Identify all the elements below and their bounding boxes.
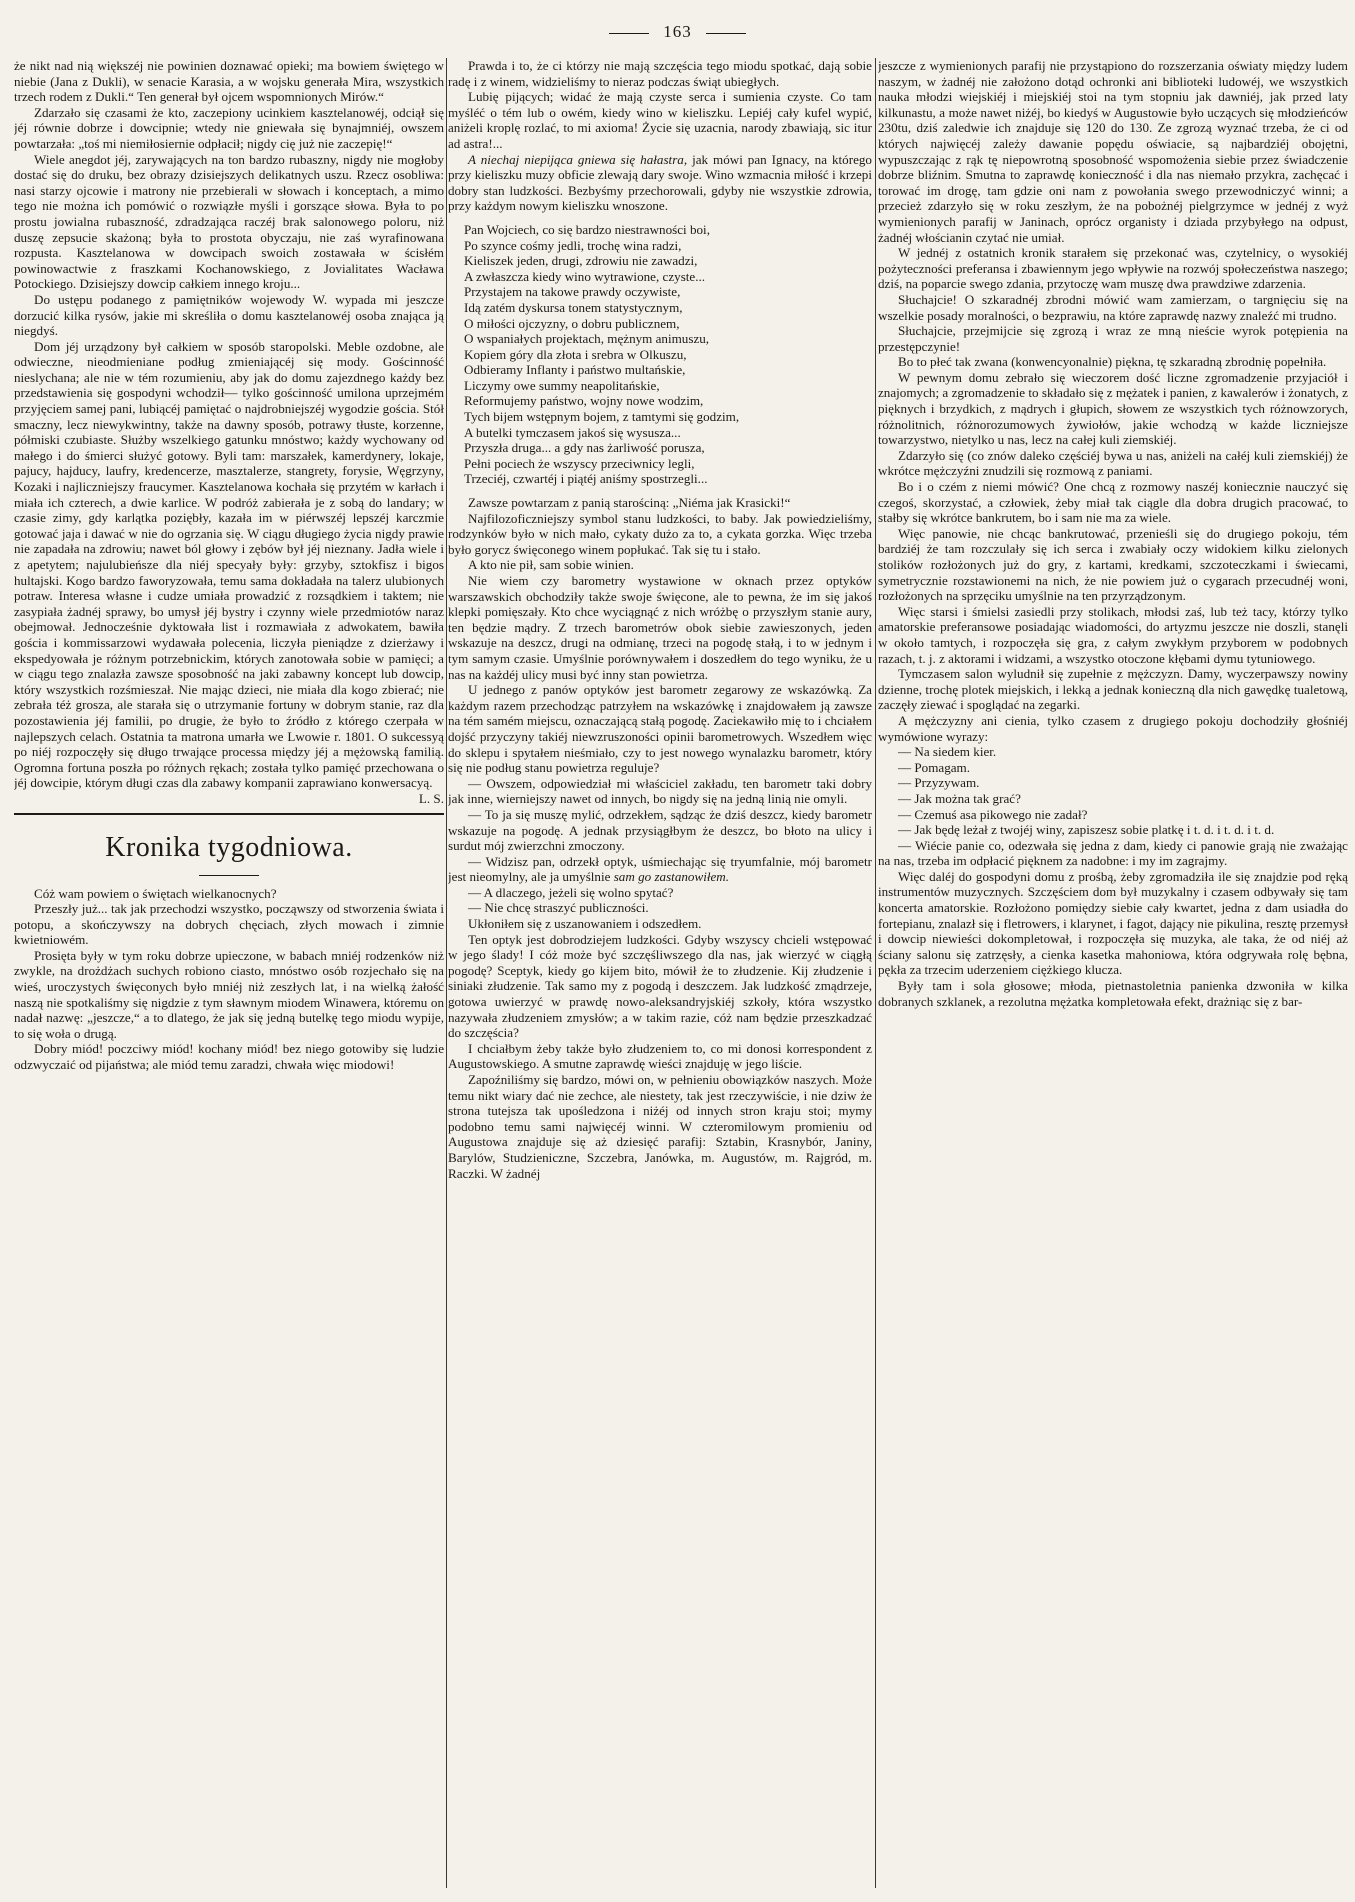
section-title: Kronika tygodniowa.	[105, 831, 353, 863]
paragraph: I chciałbym żeby także było złudzeniem to, co mi donosi korrespondent z Augustowskiego. A smutne zaprawdę wieści znajduję w jego liście.	[448, 1040, 872, 1072]
paragraph	[448, 854, 872, 885]
verse-line: Pan Wojciech, co się bardzo niestrawności boi,	[464, 221, 710, 237]
page-number: 163	[0, 22, 1355, 42]
paragraph-text: jak mówi pan Ignacy, na którego przy kieliszku muzy obficie zlewają dary swoje. Wino wzmacnia miłość i krzepi dobry stan ludzkości. Bezbyśmy przechorowali, gdyby nie wszystkie zdrowia, przy każdym nowym kieliszku wnoszone.	[448, 151, 872, 214]
paragraph: Zdarzyło się (co znów daleko częściéj bywa u nas, aniżeli na całéj kuli ziemskiéj) że wkrótce mężczyźni znudzili się rozmową z paniami.	[878, 447, 1348, 479]
paragraph: Zdarzało się czasami że kto, zaczepiony ucinkiem kasztelanowéj, odciął się jéj równie dobrze i dowcipnie; wtedy nie gniewała się bynajmniéj, owszem powtarzała: „toś mi niemiłosiernie odpłacił; nigdy cię już nie zaczepię!“	[14, 104, 444, 151]
italic-quote: A niechaj niepijąca gniewa się hałastra,	[468, 151, 688, 167]
verse-line: Przystajem na takowe prawdy oczywiste,	[464, 284, 681, 300]
paragraph: U jednego z panów optyków jest barometr zegarowy ze wskazówką. Za każdym razem przechodząc patrzyłem na wskazówkę i znajdowałem ją zawsze na tém samém miejscu, oznaczającą stałą pogodę. Zaciekawiło mię to i chciałem dojść przyczyny takiéj niewzruszoności opinii barometrowych. Wszedłem więc do sklepu i spytałem nieśmiało, czy to jest nowego wynalazku barometr, który się nie podług stanu powietrza reguluje?	[448, 682, 872, 776]
paragraph	[448, 152, 872, 214]
column-middle	[448, 58, 872, 1888]
paragraph: Nie wiem czy barometry wystawione w oknach przez optyków warszawskich obchodziły także swoje święcone, ale to pewna, że im się jakoś klepki pomięszały. Kto chce wyciągnąć z nich wróżbę o przyszłym stanie aury, ten będzie mądry. Z trzech barometrów obok siebie zawieszonych, jeden wskazuje na deszcz, drugi na odmianę, trzeci na pogodę stałą, i to w jednym i tym samym czasie. Umyślnie porównywałem i doszedłem do tego wyniku, że u nas na każdéj ulicy musi być inny stan powietrza.	[448, 573, 872, 682]
verse-line: Kieliszek jeden, drugi, zdrowiu nie zawadzi,	[464, 253, 698, 269]
paragraph: A kto nie pił, sam sobie winien.	[468, 557, 634, 573]
paragraph: — A dlaczego, jeżeli się wolno spytać?	[468, 884, 674, 900]
paragraph: Zapoźniliśmy się bardzo, mówi on, w pełnieniu obowiązków naszych. Może temu nikt wiary dać nie zechce, ale niestety, tak jest rzeczywiście, i nie dziw że strona tutejsza tak upośledzona i niżéj od innych stron kraju stoi; mymy podobno temu sami najwięcéj winni. W czteromilowym promieniu od Augustowa znajduje się aż dziesięć parafij: Sztabin, Krasnybór, Janiny, Barylów, Studzieniczne, Szczebra, Janówka, m. Augustów, m. Rajgród, m. Raczki. W żadnéj	[448, 1072, 872, 1181]
paragraph: Więc starsi i śmielsi zasiedli przy stolikach, młodsi zaś, lub też tacy, którzy tylko amatorskie preferansowe posiadając wiadomości, do artyzmu jeszcze nie doszli, stanęli w około tamtych, i rozpoczęła się gra, z całym zwykłym przyborem w podobnych razach, t. j. z aktorami i widzami, a wszystko otoczone kłębami dymu tytuniowego.	[878, 603, 1348, 666]
verse-line: Liczymy owe summy neapolitańskie,	[464, 377, 660, 393]
verse-line: Kopiem góry dla złota i srebra w Olkuszu,	[464, 346, 687, 362]
paragraph: A mężczyzny ani cienia, tylko czasem z drugiego pokoju dochodziły głośniéj wymówione wyrazy:	[878, 712, 1348, 744]
paragraph: Cóż wam powiem o świętach wielkanocnych?	[34, 885, 277, 901]
paragraph: Wiele anegdot jéj, zarywających na ton bardzo rubaszny, nigdy nie mogłoby dostać się do druku, bez obrazy dzisiejszych delikatnych uszu. Rzecz osobliwa: nasi starzy ojcowie i matrony nie przebierali w słowach i konceptach, a mimo tego nie można ich pomówić o rozwiązłe myśli i gorszące słowa. Była to po prostu jowialna rubaszność, zdradzająca raczéj brak salonowego poloru, niż duszę zepsucie skażoną; była to prostota obyczaju, nie zaś wyrafinowana rozpusta. Kasztelanowa w dowcipach swoich zostawała w ścisłém powinowactwie z fraszkami Kochanowskiego, z Jovialitates Wacława Potockiego. Dzisiejszy dowcip całkiem innego kroju...	[14, 151, 444, 292]
paragraph: W jednéj z ostatnich kronik starałem się przekonać was, czytelnicy, o wysokiéj pożyteczności preferansa i zbawiennym jego wpływie na rozwój społeczeństwa naszego; dziś, na poparcie swego zdania, przytoczę wam muszę dwa prawdziwe zdarzenia.	[878, 245, 1348, 292]
paragraph-text: — Widzisz pan, odrzekł optyk, uśmiechając się tryumfalnie, mój barometr jest nieomylny, ale ja umyślnie	[448, 853, 872, 885]
section-divider	[14, 813, 444, 815]
verse-line: Pełni pociech że wszyscy przeciwnicy legli,	[464, 455, 695, 471]
paragraph: Prawda i to, że ci którzy nie mają szczęścia tego miodu spotkać, dają sobie radę i z winem, widzieliśmy to nieraz podczas świąt ubiegłych.	[448, 58, 872, 89]
verse-line: Po szynce cośmy jedli, trochę wina radzi,	[464, 237, 682, 253]
paragraph: Dom jéj urządzony był całkiem w sposób staropolski. Meble ozdobne, ale odwieczne, nieodmieniane podług zmieniającéj się mody. Gościnność nieslychana; ale nie w tém rozumieniu, aby jak do domu zajezdnego każdy bez przedstawienia się gospodyni wchodził— tylko gościnność umilona uprzejmém przyjęciem samej pani, lubiącéj pamiętać o najdrobniejszéj wygodzie gościa. Stół smaczny, lecz niewykwintny, także na dawny sposób, potrawy tłuste, korzenne, półmiski czubiaste. Służby wszelkiego gatunku mnóstwo; każdy wychowany od małego i do śmierci służyć gotowy. Byli tam: marszałek, kamerdynery, lokaje, pajucy, hajducy, laufry, kredencerze, masztalerze, stangrety, forysie, Węgrzyny, Kozaki i najliczniejszy fraucymer. Kasztelanowa kochała się przytém w karłach i miała ich czterech, a dwie karlice. W podróż zabierała je z sobą do landary; w czasie zimy, gdy karlątka poziębły, kazała im w piérwszéj lepszéj karczmie gotować jaja i dawać w nie do ogrzania się. W ciągu długiego życia nigdy prawie nie zapadała na zdrowiu; nawet ból głowy i zębów był jéj nieznany. Jadła wiele i z apetytem; najulubieńsze dla niéj specyały były: grzyby, sztokfisz i bigos hultajski. Kogo bardzo faworyzowała, temu sama dokładała na talerz ulubionych potraw. Interesa własne i cudze umiała prowadzić z rozsądkiem i taktem; nie zasypiała żadnéj sprawy, bo umysł jéj bystry i czynny wiele przedmiotów naraz obejmował. Jednocześnie dyktowała list i rozmawiała z adwokatem, bawiła gościa i kommissarzowi wydawała polecenia, liczyła pieniądze z dzierżawy i ekspedyowała je różnym potrzebnickim, których zanotowała sobie w pamięci; a w ciągu tego znalazła zawsze sposobność na jaki zabawny koncept lub dowcip, który wszystkich rozśmieszał. Nie mając dzieci, nie miała dla kogo zbierać; nie zebrała téż grosza, ale starała się o utrzymanie fortuny w dobrym stanie, raz dla pozostawienia jéj familii, po drugie, że było to źródło z którego czerpała w najlepszych celach. Ostatnia ta matrona umarła we Lwowie r. 1801. O sukcessyą po niéj rozpoczęły się długo trwające processa między jéj a mężowską familią. Ogromna fortuna poszła po różnych rękach; została tylko pamięć przechowana o jéj dowcipie, którym długi czas dla zabawy kompanii zaprawiano konwersacyą.	[14, 338, 444, 791]
verse-line: Idą zatém dyskursa tonem statystycznym,	[464, 299, 683, 315]
paragraph: jeszcze z wymienionych parafij nie przystąpiono do rozszerzania oświaty między ludem naszym, w żadnéj nie założono dotąd ochronki ani biblioteki ludowéj, we wszystkich nauka młodzi wiejskiéj i miejskiéj stoi na tym stopniu jak dawniéj, jak przed laty kilkunastu, a może nawet niżéj, bo kiedyś w Augustowie było uczących się młodzieńców 230tu, dziś zaledwie ich znajduje się 120 do 130. Ze zgrozą wyznać trzeba, że ci od których najwięcéj zależy dawanie popędu oświacie, są najbardziéj obojętni, wypuszczając z rąk tę niepowrotną sposobność wspomożenia siebie przez świadczenie dobrze bliźnim. Smutna to zaprawdę konieczność i dla nas niemało przykra, zachęcać i torować im drogę, tam gdzie oni nam z powołania swego przewodniczyć winni; a przecież zdarzyło się w roku zeszłym, że na pobożnéj pielgrzymce w jednéj z wyż wymienionych parafij w Janinach, oprócz organisty i dziada przybyłego na odpust, żadnéj włościanin czytać nie umiał.	[878, 58, 1348, 245]
paragraph: Dobry miód! poczciwy miód! kochany miód! bez niego gotowiby się ludzie odzwyczaić od pijaństwa; ale miód temu zaradzi, chwała więc miodowi!	[14, 1041, 444, 1073]
column-left	[14, 58, 444, 1888]
column-right	[878, 58, 1348, 1888]
article-signature: L. S.	[418, 790, 444, 806]
italic-phrase: sam go zastanowiłem.	[613, 869, 730, 885]
paragraph: — Nie chcę straszyć publiczności.	[468, 900, 649, 916]
paragraph: Do ustępu podanego z pamiętników wojewody W. wypada mi jeszcze dorzucić kilka rysów, jakie mi skreśliła o domu kasztelanowéj osoba znająca ją niegdyś.	[14, 291, 444, 339]
verse-line: Trzeciéj, czwartéj i piątéj aniśmy spostrzegli...	[464, 471, 708, 487]
paragraph: Prosięta były w tym roku dobrze upieczone, w babach mniéj rodzenków niż zwykle, na drożdżach suchych robiono ciasto, mnóstwo osób rozjechało się na wieś, uroczystych święconych było mniéj niż zeszłych lat, i na wielką żałość naszą nie spotkaliśmy się nigdzie z tym sławnym miodem Winawera, któremu on nadał nazwę: „jeszcze,“ a to dlatego, że jak się jedną butelkę tego miodu wypije, to się woła o drugą.	[14, 947, 444, 1041]
verse-line: O wspaniałych projektach, mężnym animuszu,	[464, 331, 710, 347]
paragraph: Więc panowie, nie chcąc bankrutować, przenieśli się do drugiego pokoju, tém bardziéj że tam rozczulały się ich serca i zwabiały oczy widokiem kilku zielonych stolików rozłożonych już do gry, z kartami, kredkami, szczoteczkami i świecami, symetrycznie rozstawionemi na nich, że nie powiem już o cygarach przecudnéj woni, rozłożonych na sprzęciku umyślnie na ten przyrządzonym.	[878, 525, 1348, 604]
column-rule-right	[875, 58, 876, 1888]
paragraph: Najfilozoficzniejszy symbol stanu ludzkości, to baby. Jak powiedzieliśmy, rodzynków było w nich mało, cykaty dużo za to, a cykata gorzka. Więc trzeba było gorycz święconego winem popłukać. Tak się tu i stało.	[448, 510, 872, 557]
dialogue-line: — Czemuś asa pikowego nie zadał?	[898, 806, 1088, 822]
paragraph: Więc daléj do gospodyni domu z prośbą, żeby zgromadziła ile się znajdzie pod ręką instrumentów muzycznych. Szczęściem dom był muzykalny i czasem odbywały się tam koncerta amatorskie. Rozłożono pomiędzy siebie cały kwartet, jedna z dam usiadła do fortepianu, znalazł się i fletrowers, i klarynet, i fagot, dający nie pikulina, resztę przemysł i dowcip niewieści dokompletował, i rozpoczęła się muzyka, ale taka, że od niéj aż ściany salonu się zatrzęsły, a cienka kasetka mahoniowa, która odgrywała rolę bębna, pękła za trzecim uderzeniem ciężkiego klucza.	[878, 868, 1348, 978]
paragraph: Przeszły już... tak jak przechodzi wszystko, począwszy od stworzenia świata i potopu, a skończywszy na dobrych chęciach, złych mowach i zimnie kwietniowém.	[14, 901, 444, 948]
paragraph: Bo to płeć tak zwana (konwencyonalnie) piękna, tę szkaradną zbrodnię popełniła.	[898, 354, 1327, 370]
verse-line: Reformujemy państwo, wojny nowe wodzim,	[464, 393, 704, 409]
dialogue-line: — Na siedem kier.	[898, 744, 997, 760]
verse-line: A butelki tymczasem jakoś się wysusza...	[464, 424, 681, 440]
verse-line: O miłości ojczyzny, o dobru publicznem,	[464, 315, 680, 331]
verse-line: Odbieramy Inflanty i państwo multańskie,	[464, 362, 686, 378]
paragraph: — Owszem, odpowiedział mi właściciel zakładu, ten barometr taki dobry jak inne, wierniejszy nawet od innych, bo nigdy się na jedną linią nie omyli.	[448, 775, 872, 807]
paragraph: — To ja się muszę mylić, odrzekłem, sądząc że dziś deszcz, kiedy barometr wskazuje na pogodę. A jednak przysiągłbym że deszcz, bo błoto na ulicy i surdut mój zwierzchni zmoczony.	[448, 806, 872, 854]
dialogue-line: — Przyzywam.	[898, 775, 980, 791]
verse-line: Przyszła druga... a gdy nas żarliwość porusza,	[464, 440, 705, 456]
paragraph: Słuchajcie! O szkaradnéj zbrodni mówić wam zamierzam, o targnięciu się na wszelkie posady moralności, o bezprawiu, na które zaprawdę nazwy znaleźć mi trudno.	[878, 291, 1348, 323]
column-rule-left	[446, 58, 447, 1888]
dialogue-line: — Pomagam.	[898, 759, 971, 775]
paragraph: Słuchajcie, przejmijcie się zgrozą i wraz ze mną nieście wyrok potępienia na przestępczynie!	[878, 323, 1348, 354]
dialogue-line: — Jak będę leżał z twojéj winy, zapiszesz sobie platkę i t. d. i t. d. i t. d.	[898, 822, 1275, 838]
paragraph: W pewnym domu zebrało się wieczorem dość liczne zgromadzenie przyjaciół i znajomych; a zgromadzenie to składało się z mężatek i panien, z kawalerów i żonatych, z pięknych i brzydkich, z mądrych i głupich, słowem ze wszystkich tych różnowzorych, różnolitnich, różnorozumowych żywiołów, jakie wchodzą w każde liczniejsze towarzystwo, nietylko u nas, lecz na całej kuli ziemskiéj.	[878, 369, 1348, 448]
paragraph: Ten optyk jest dobrodziejem ludzkości. Gdyby wszyscy chcieli wstępować w jego ślady! I cóż może być szczęśliwszego dla nas, jak wierzyć w ciągłą pogodę? Sceptyk, kiedy go kijem bito, mówił że to złudzenie. Kij złudzenie i siniaki złudzenie. Tak samo my z pogodą i deszczem. Jak ludzkość zmądrzeje, gotowa uwierzyć w prawdę nowo-aleksandryjskiéj szkoły, która wszystko nazywała złudzeniem zmysłów; a w takim razie, cóż nam będzie przeszkadzać do szczęścia?	[448, 931, 872, 1041]
verse-line: A zwłaszcza kiedy wino wytrawione, czyste...	[464, 268, 706, 284]
paragraph: — Wiécie panie co, odezwała się jedna z dam, kiedy ci panowie grają nie zważając na nas, trzeba im odpłacić pięknem za nadobne: i my im zagrajmy.	[878, 837, 1348, 869]
paragraph: Bo i o czém z niemi mówić? One chcą z rozmowy naszéj koniecznie nauczyć się czegoś, skorzystać, a człowiek, żeby miał tak ciągle dla dobra drugich pracować, to stałby się wkrótce bankrutem, bo i sam nie ma za wiele.	[878, 479, 1348, 526]
paragraph: Tymczasem salon wyludnił się zupełnie z mężczyzn. Damy, wyczerpawszy nowiny dzienne, trochę plotek miejskich, i lekką a jednak konieczną dla nich gawędkę tualetową, zaczęły ziewać i spoglądać na zegarki.	[878, 666, 1348, 713]
dialogue-line: — Jak można tak grać?	[898, 790, 1021, 806]
paragraph: Zawsze powtarzam z panią starościną: „Niéma jak Krasicki!“	[468, 495, 791, 511]
title-underline	[199, 875, 259, 876]
verse-line: Tych bijem wstępnym bojem, z tamtymi się godzim,	[464, 409, 740, 425]
poem-stanza	[448, 222, 872, 487]
paragraph: że nikt nad nią większéj nie powinien doznawać opieki; ma bowiem świętego w niebie (Jana z Dukli), w senacie Karasia, a w wojsku generała Mira, wszystkich trzech rodem z Dukli.“ Ten generał był ojcem wspomnionych Mirów.“	[14, 58, 444, 105]
paragraph: Były tam i sola głosowe; młoda, pietnastoletnia panienka dzwoniła w kilka dobranych szklanek, a rezolutna mężatka kompletowała efekt, drażniąc się z bar-	[878, 978, 1348, 1009]
paragraph: Lubię pijących; widać że mają czyste serca i sumienia czyste. Co tam myśléć o tém lub o owém, kiedy wino w kieliszku. Lepiéj cały kufel wypić, aniżeli kroplę rozlać, to mi axioma! Życie się uzacnia, narody zbawiają, sic itur ad astra!...	[448, 89, 872, 151]
paragraph: Ukłoniłem się z uszanowaniem i odszedłem.	[468, 916, 702, 932]
